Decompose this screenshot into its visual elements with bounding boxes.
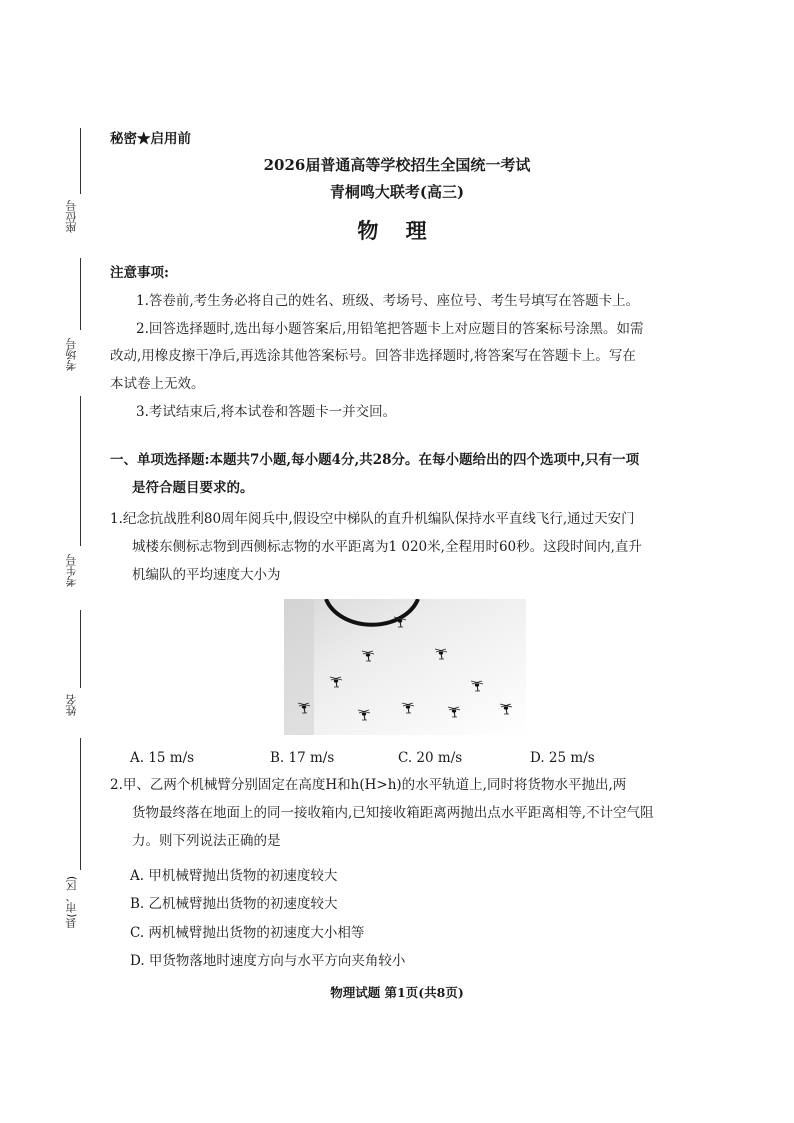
exam-subtitle: 青桐鸣大联考(高三) (329, 183, 465, 201)
question-2-text: 货物最终落在地面上的同一接收箱内,已知接收箱距离两抛出点水平距离相等,不计空气阻 (132, 805, 654, 821)
helicopter-formation-photo (284, 599, 526, 735)
question-1-text: 机编队的平均速度大小为 (132, 567, 281, 583)
question-1-text: 1.纪念抗战胜利80周年阅兵中,假设空中梯队的直升机编队保持水平直线飞行,通过天安门 (110, 511, 635, 527)
note-2: 2.回答选择题时,选出每小题答案后,用铅笔把答题卡上对应题目的答案标号涂黑。如需 (136, 321, 644, 337)
q1-option-b: B. 17 m/s (270, 750, 335, 766)
notes-heading: 注意事项: (110, 265, 169, 281)
q1-option-d: D. 25 m/s (530, 750, 595, 766)
q2-option-c: C. 两机械臂抛出货物的初速度大小相等 (130, 925, 365, 941)
margin-room-label: 考场号 (65, 338, 78, 371)
q1-option-c: C. 20 m/s (398, 750, 463, 766)
secret-label: 秘密★启用前 (110, 131, 191, 147)
subject-title: 物 理 (357, 218, 437, 243)
margin-candidate-label: 考生号 (65, 554, 78, 587)
margin-line (80, 396, 81, 546)
q2-option-d: D. 甲货物落地时速度方向与水平方向夹角较小 (130, 953, 406, 969)
note-2: 本试卷上无效。 (110, 376, 205, 392)
margin-line (80, 738, 81, 870)
q2-option-a: A. 甲机械臂抛出货物的初速度较大 (130, 868, 338, 884)
note-2: 改动,用橡皮擦干净后,再选涂其他答案标号。回答非选择题时,将答案写在答题卡上。写在 (110, 348, 636, 364)
exam-title: 2026届普通高等学校招生全国统一考试 (263, 156, 531, 174)
section-heading: 一、单项选择题:本题共7小题,每小题4分,共28分。在每小题给出的四个选项中,只有一项 (110, 452, 640, 468)
note-1: 1.答卷前,考生务必将自己的姓名、班级、考场号、座位号、考生号填写在答题卡上。 (136, 293, 640, 309)
question-2-text: 力。则下列说法正确的是 (132, 833, 281, 849)
margin-line (80, 258, 81, 330)
helicopter-formation-svg (284, 599, 526, 735)
margin-name-label: 姓名 (65, 694, 78, 716)
margin-line (80, 610, 81, 688)
note-3: 3.考试结束后,将本试卷和答题卡一并交回。 (136, 404, 397, 420)
margin-seat-label: 座位号 (65, 200, 78, 233)
margin-county-label: 县(市、区) (65, 876, 78, 929)
question-2-text: 2.甲、乙两个机械臂分别固定在高度H和h(H>h)的水平轨道上,同时将货物水平抛出,两 (110, 777, 627, 793)
section-heading: 是符合题目要求的。 (132, 480, 254, 496)
page-footer: 物理试题 第1页(共8页) (330, 985, 464, 1000)
q1-option-a: A. 15 m/s (130, 750, 195, 766)
q2-option-b: B. 乙机械臂抛出货物的初速度较大 (130, 896, 338, 912)
question-1-text: 城楼东侧标志物到西侧标志物的水平距离为1 020米,全程用时60秒。这段时间内,直升 (132, 539, 642, 555)
